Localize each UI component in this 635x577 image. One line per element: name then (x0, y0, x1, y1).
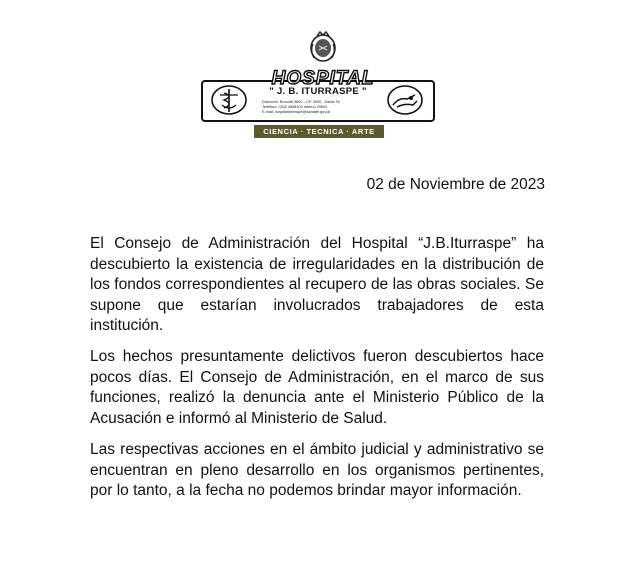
phone-line: Teléfono: 0342 4848100 Interno 29604 (262, 105, 328, 109)
address-line: Dirección: Boruotti 6800 - CP. 3000 - Santa Fe (262, 100, 341, 104)
paragraph: El Consejo de Administración del Hospital “J.B.Iturraspe” ha descubierto la existencia de irregularidades en la distribución de los fondos correspondientes al recupero de las obras sociales. Se supone que estarían involucrados trabajadores de esta institución. (90, 235, 544, 334)
hands-emblem-icon (385, 83, 425, 117)
province-seal-icon (308, 30, 338, 64)
hospital-logo-word: HOSPITAL (271, 68, 375, 89)
paragraph: Las respectivas acciones en el ámbito judicial y administrativo se encuentran en pleno desarrollo en los organismos pertinentes, por lo tanto, a la fecha no podemos brindar mayor información. (90, 441, 544, 499)
hospital-name: " J. B. ITURRASPE " (269, 86, 367, 97)
hospital-contact (262, 100, 382, 115)
paragraph: Los hechos presuntamente delictivos fueron descubiertos hace pocos días. El Consejo de Administración, en el marco de sus funciones, realizó la denuncia ante el Ministerio Público de la Acusación e informó al Ministerio de Salud. (90, 348, 544, 427)
caduceus-emblem-icon (209, 83, 249, 117)
email-line: E-mail: hospitaliturraspe@santafe.gov.ar (262, 110, 331, 114)
document-date: 02 de Noviembre de 2023 (366, 176, 545, 193)
hospital-motto: CIENCIA · TECNICA · ARTE (254, 125, 384, 138)
